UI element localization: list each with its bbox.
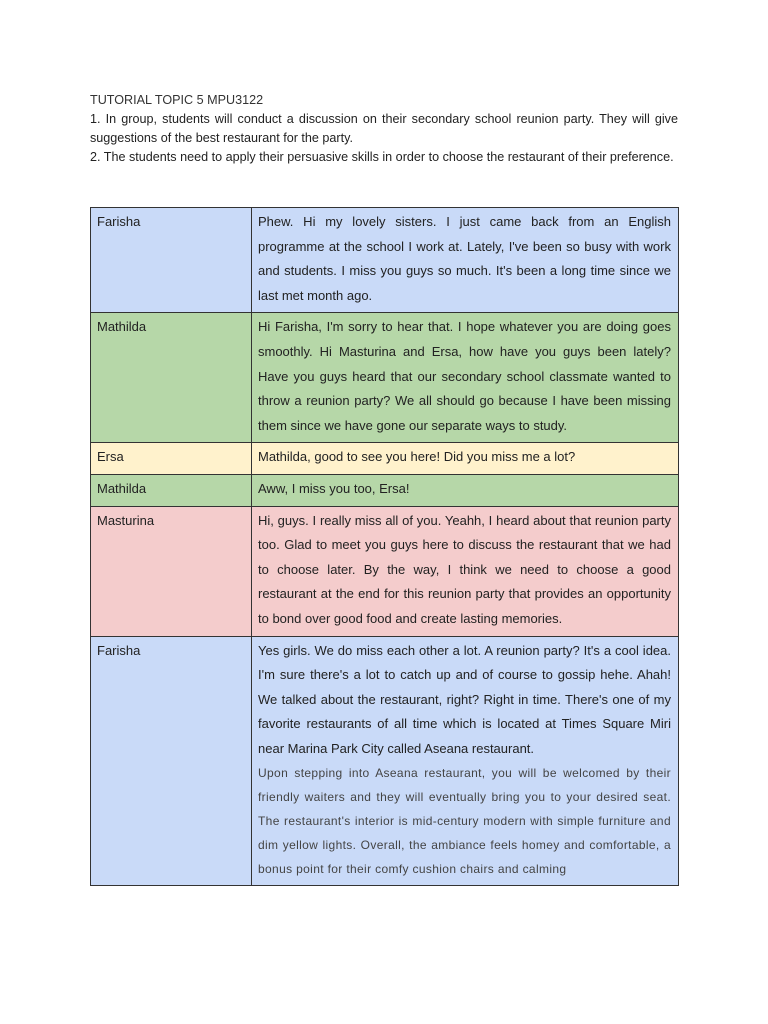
speaker-name: Mathilda	[91, 474, 252, 506]
dialogue-table	[90, 207, 679, 886]
dialogue-row-ersa	[91, 443, 679, 475]
dialogue-row-mathilda-1	[91, 313, 679, 443]
dialogue-text: Phew. Hi my lovely sisters. I just came back from an English programme at the school I work at. Lately, I've been so busy with work and students. I miss you guys so much. It's been a long time since we last met month ago.	[252, 208, 679, 313]
speaker-name: Ersa	[91, 443, 252, 475]
dialogue-row-farisha-2	[91, 636, 679, 886]
dialogue-row-masturina	[91, 506, 679, 636]
speaker-name: Mathilda	[91, 313, 252, 443]
speaker-name: Farisha	[91, 208, 252, 313]
dialogue-text: Hi, guys. I really miss all of you. Yeahh, I heard about that reunion party too. Glad to meet you guys here to discuss the restaurant that we had to choose later. By the way, I think we need to choose a good restaurant at the end for this reunion party that provides an opportunity to bond over good food and create lasting memories.	[252, 506, 679, 636]
dialogue-cell	[252, 636, 679, 886]
document-title: TUTORIAL TOPIC 5 MPU3122	[90, 93, 264, 107]
dialogue-text: Yes girls. We do miss each other a lot. A reunion party? It's a cool idea. I'm sure there's a lot to catch up and of course to gossip hehe. Ahah! We talked about the restaurant, right? Right in time. There's one of my favorite restaurants of all time which is located at Times Square Miri near Marina Park City called Aseana restaurant.	[258, 642, 671, 756]
instruction-2: 2. The students need to apply their persuasive skills in order to choose the restaurant of their preference.	[90, 150, 674, 164]
dialogue-row-mathilda-2	[91, 474, 679, 506]
dialogue-text-continued: Upon stepping into Aseana restaurant, you will be welcomed by their friendly waiters and they will eventually bring you to your desired seat. The restaurant's interior is mid-century modern with simple furniture and dim yellow lights. Overall, the ambiance feels homey and comfortable, a bonus point for their comfy cushion chairs and calming	[258, 766, 671, 877]
dialogue-text: Mathilda, good to see you here! Did you miss me a lot?	[252, 443, 679, 475]
document-header	[90, 91, 678, 167]
dialogue-row-farisha-1	[91, 208, 679, 313]
dialogue-text: Aww, I miss you too, Ersa!	[252, 474, 679, 506]
dialogue-text: Hi Farisha, I'm sorry to hear that. I hope whatever you are doing goes smoothly. Hi Masturina and Ersa, how have you guys been lately? Have you guys heard that our secondary school classmate wanted to throw a reunion party? We all should go because I have been missing them since we have gone our separate ways to study.	[252, 313, 679, 443]
speaker-name: Farisha	[91, 636, 252, 886]
speaker-name: Masturina	[91, 506, 252, 636]
instruction-1: 1. In group, students will conduct a discussion on their secondary school reunion party. They will give suggestions of the best restaurant for the party.	[90, 112, 678, 145]
